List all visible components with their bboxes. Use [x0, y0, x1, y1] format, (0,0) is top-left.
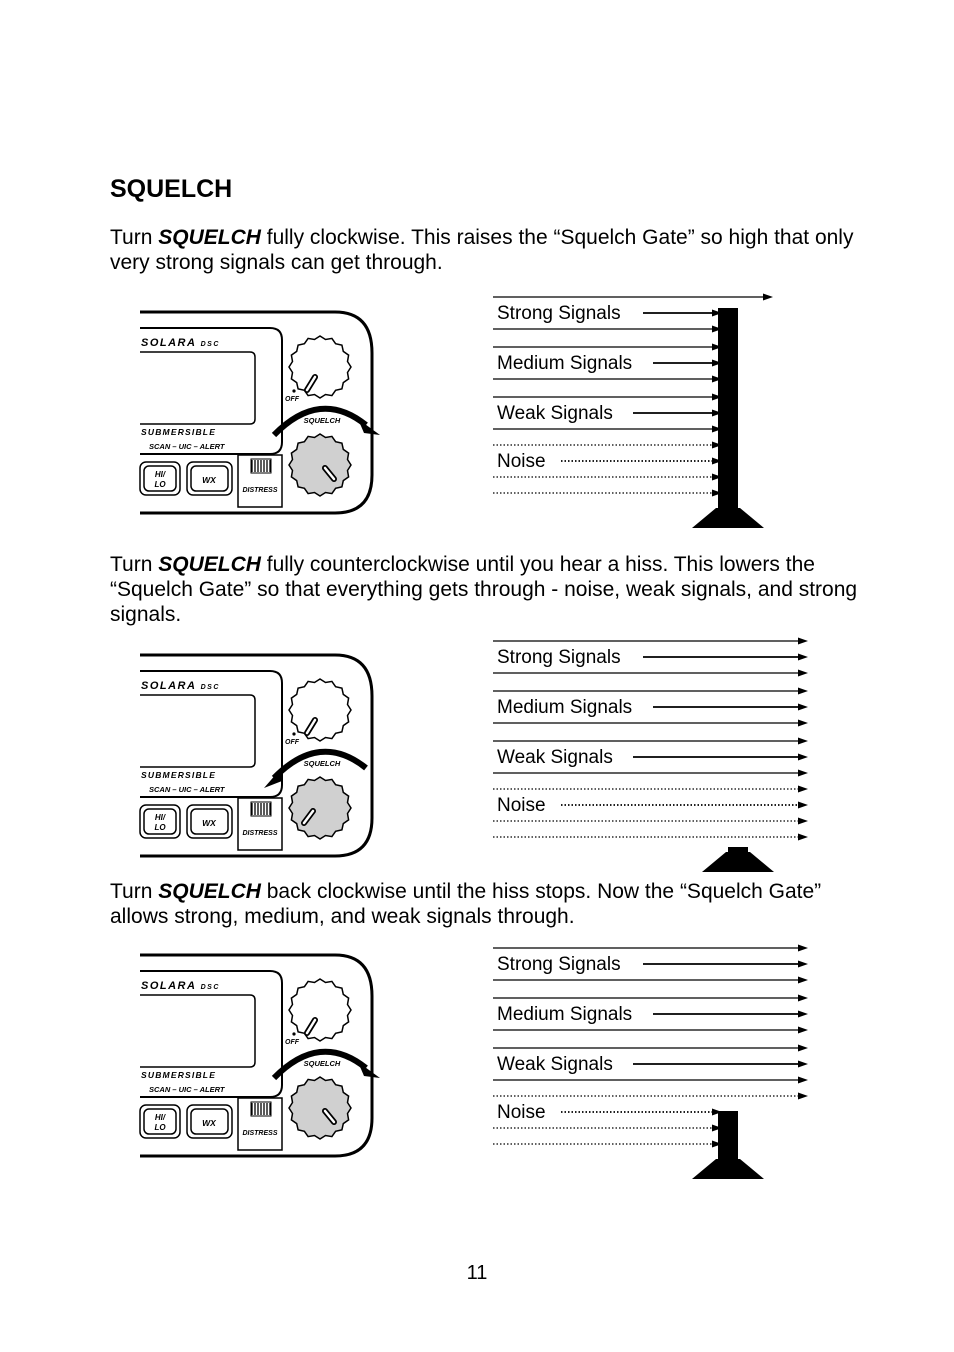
- signal-label-medium: Medium Signals: [497, 1004, 633, 1025]
- off-dot: [292, 389, 295, 392]
- squelch-label: SQUELCH: [303, 1059, 341, 1068]
- distress-button: [238, 1098, 282, 1150]
- signal-arrowhead-strong: [798, 638, 808, 645]
- signal-label-noise: Noise: [497, 1102, 546, 1123]
- squelch-gate-diagram-3: [488, 939, 828, 1179]
- off-dot: [292, 1032, 295, 1035]
- distress-label: DISTRESS: [242, 487, 278, 494]
- signal-label-weak: Weak Signals: [497, 403, 613, 424]
- signal-arrowhead-noise: [798, 802, 808, 809]
- squelch-knob: [289, 1077, 351, 1139]
- off-label: OFF: [285, 396, 299, 403]
- radio-submersible-label: SUBMERSIBLE: [141, 1070, 217, 1080]
- signal-arrowhead-strong: [798, 961, 808, 968]
- signal-arrowhead-strong: [798, 670, 808, 677]
- signal-label-strong: Strong Signals: [497, 303, 621, 324]
- hilo-button-label-bottom: LO: [154, 480, 166, 489]
- signal-label-strong: Strong Signals: [497, 954, 621, 975]
- signal-arrowhead-medium: [798, 704, 808, 711]
- radio-illustration-1: [130, 295, 390, 525]
- radio-brand-label: SOLARA DSC: [141, 337, 220, 349]
- signal-arrowhead-weak: [798, 1077, 808, 1084]
- signal-arrowhead-weak: [798, 1061, 808, 1068]
- signal-label-medium: Medium Signals: [497, 353, 633, 374]
- off-dot: [292, 732, 295, 735]
- squelch-gate-stem: [718, 1111, 738, 1161]
- signal-label-weak: Weak Signals: [497, 747, 613, 768]
- signal-arrowhead-weak: [798, 1045, 808, 1052]
- squelch-knob: [289, 777, 351, 839]
- off-label: OFF: [285, 1039, 299, 1046]
- distress-label: DISTRESS: [242, 1130, 278, 1137]
- signal-label-medium: Medium Signals: [497, 697, 633, 718]
- hilo-button-label-top: HI/: [154, 813, 166, 822]
- signal-arrowhead-strong: [763, 294, 773, 301]
- wx-button-label: WX: [202, 475, 216, 485]
- squelch-gate-diagram-2: [488, 632, 828, 872]
- rotation-arrowhead: [358, 1062, 380, 1078]
- squelch-label: SQUELCH: [303, 416, 341, 425]
- wx-button-label: WX: [202, 818, 216, 828]
- signal-arrowhead-strong: [798, 945, 808, 952]
- squelch-label: SQUELCH: [303, 759, 341, 768]
- radio-illustration-3: [130, 938, 390, 1168]
- squelch-knob: [289, 434, 351, 496]
- radio-scan-label: SCAN – UIC – ALERT: [149, 785, 225, 794]
- squelch-gate-base: [692, 508, 764, 528]
- distress-button: [238, 798, 282, 850]
- radio-illustration-2: [130, 638, 390, 868]
- signal-label-noise: Noise: [497, 795, 546, 816]
- signal-arrowhead-medium: [798, 995, 808, 1002]
- signal-arrowhead-medium: [798, 1027, 808, 1034]
- signal-arrowhead-noise: [798, 1093, 808, 1100]
- wx-button-label: WX: [202, 1118, 216, 1128]
- signal-arrowhead-strong: [798, 977, 808, 984]
- signal-arrowhead-noise: [798, 786, 808, 793]
- squelch-gate-base: [702, 852, 774, 872]
- signal-arrowhead-weak: [798, 770, 808, 777]
- volume-knob: [289, 679, 351, 741]
- distress-button: [238, 455, 282, 507]
- hilo-button-label-bottom: LO: [154, 1123, 166, 1132]
- distress-label: DISTRESS: [242, 830, 278, 837]
- instruction-paragraph-1: Turn SQUELCH fully clockwise. This raises the “Squelch Gate” so high that only very strong signals can get through.: [110, 226, 854, 274]
- signal-arrowhead-medium: [798, 720, 808, 727]
- squelch-gate-diagram-1: [488, 288, 828, 528]
- signal-label-noise: Noise: [497, 451, 546, 472]
- radio-brand-label: SOLARA DSC: [141, 680, 220, 692]
- signal-arrowhead-medium: [798, 688, 808, 695]
- squelch-gate-stem: [718, 308, 738, 510]
- rotation-arrowhead: [358, 419, 380, 435]
- radio-lcd-screen: [140, 995, 255, 1067]
- radio-scan-label: SCAN – UIC – ALERT: [149, 442, 225, 451]
- page-number: 11: [466, 1262, 488, 1284]
- squelch-gate-base: [692, 1159, 764, 1179]
- signal-arrowhead-noise: [798, 834, 808, 841]
- radio-lcd-screen: [140, 695, 255, 767]
- instruction-paragraph-2: Turn SQUELCH fully counterclockwise until you hear a hiss. This lowers the “Squelch Gate” so that everything gets through - noise, weak signals, and strong signals.: [110, 553, 858, 626]
- radio-lcd-screen: [140, 352, 255, 424]
- signal-arrowhead-noise: [798, 818, 808, 825]
- hilo-button-label-top: HI/: [154, 1113, 166, 1122]
- signal-label-strong: Strong Signals: [497, 647, 621, 668]
- signal-label-weak: Weak Signals: [497, 1054, 613, 1075]
- radio-brand-label: SOLARA DSC: [141, 980, 220, 992]
- signal-arrowhead-strong: [798, 654, 808, 661]
- hilo-button-label-bottom: LO: [154, 823, 166, 832]
- hilo-button-label-top: HI/: [154, 470, 166, 479]
- radio-scan-label: SCAN – UIC – ALERT: [149, 1085, 225, 1094]
- signal-arrowhead-medium: [798, 1011, 808, 1018]
- section-heading: SQUELCH: [110, 175, 233, 203]
- volume-knob: [289, 336, 351, 398]
- off-label: OFF: [285, 739, 299, 746]
- instruction-paragraph-3: Turn SQUELCH back clockwise until the hiss stops. Now the “Squelch Gate” allows strong, medium, and weak signals through.: [110, 880, 822, 928]
- signal-arrowhead-weak: [798, 754, 808, 761]
- radio-submersible-label: SUBMERSIBLE: [141, 770, 217, 780]
- radio-submersible-label: SUBMERSIBLE: [141, 427, 217, 437]
- signal-arrowhead-weak: [798, 738, 808, 745]
- volume-knob: [289, 979, 351, 1041]
